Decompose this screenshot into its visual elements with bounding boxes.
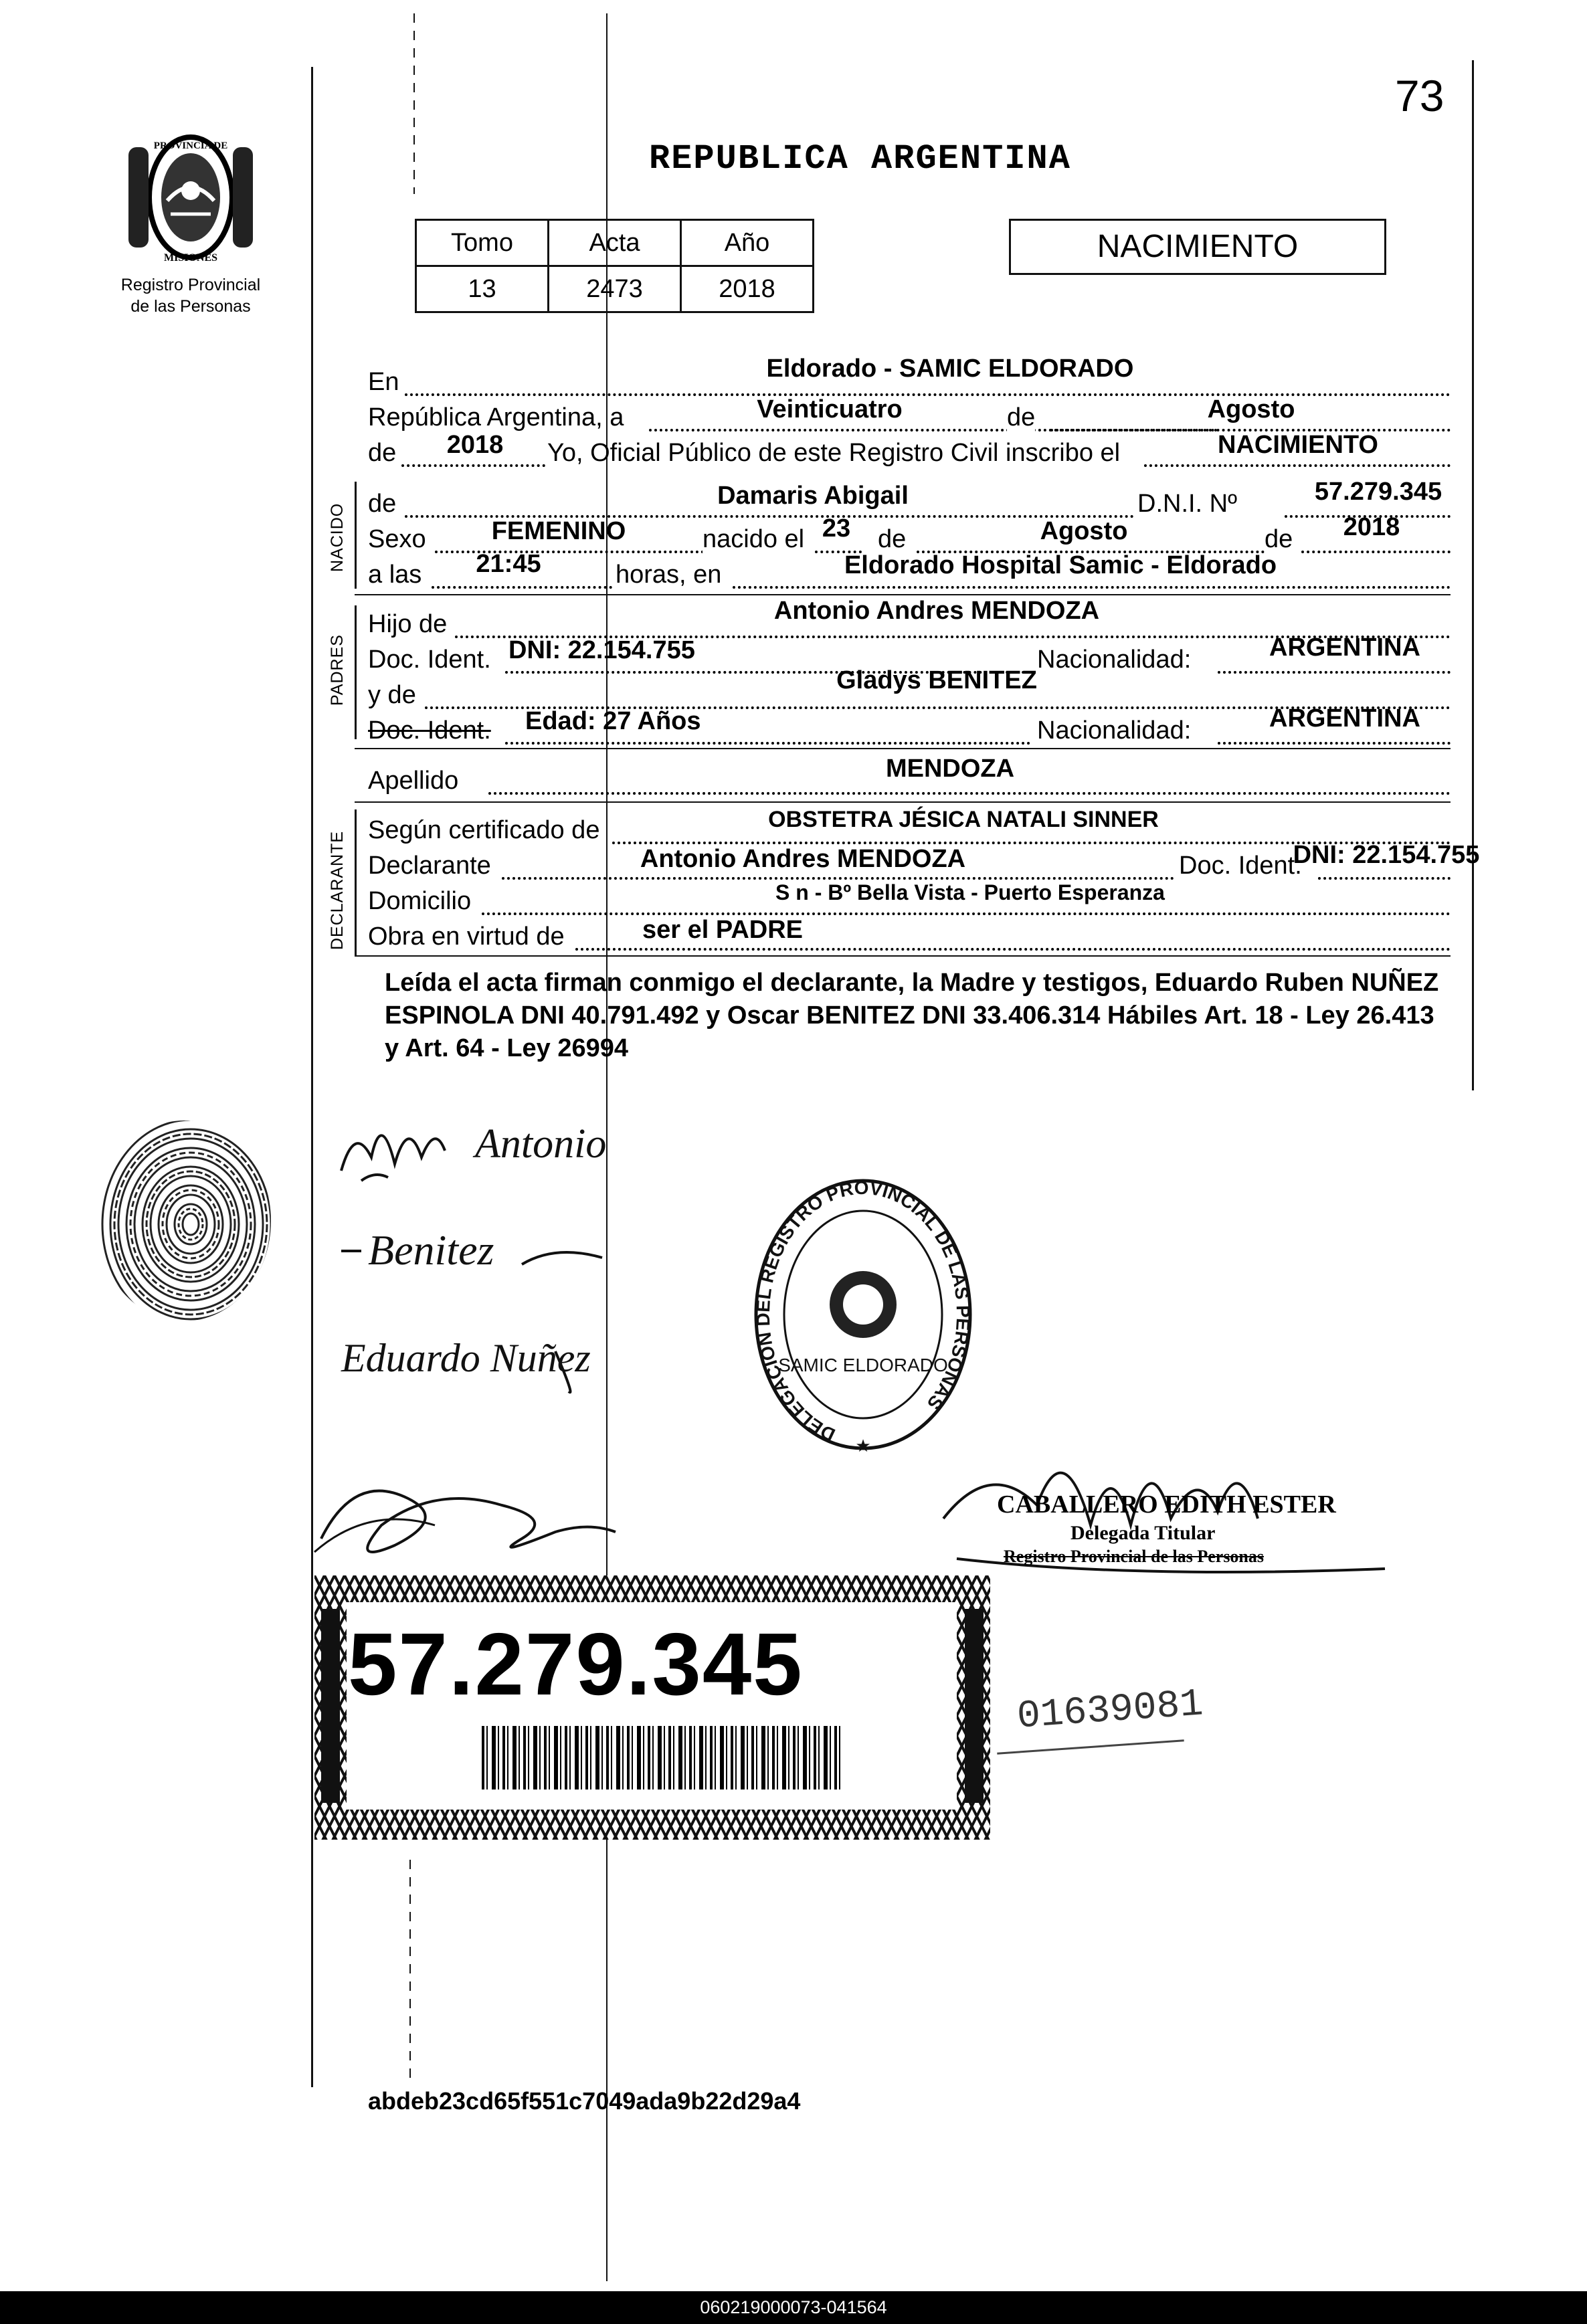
dots-anio [401, 464, 545, 467]
registry-value-row [416, 266, 814, 312]
value-madre-doc: Edad: 27 Años [525, 707, 701, 735]
value-birth-year: 2018 [1343, 513, 1400, 541]
value-apellido: MENDOZA [885, 755, 1015, 783]
row-hora [368, 550, 1451, 591]
dashed-bottom-line [409, 1860, 411, 2080]
label-doc-ident-struck: Doc. Ident. [368, 716, 491, 745]
value-padre-doc: DNI: 22.154.755 [508, 636, 695, 664]
registry-value-anio: 2018 [681, 266, 814, 312]
dots-hora [432, 586, 612, 589]
sticker-number: 57.279.345 [348, 1615, 804, 1713]
registry-header-anio: Año [681, 220, 814, 266]
row-fecha [368, 397, 1451, 434]
row-declarante [368, 841, 1480, 882]
dots-domicilio [482, 912, 1451, 915]
value-birth-day: 23 [822, 514, 851, 543]
row-madre-doc [368, 704, 1451, 747]
label-declarante: Declarante [368, 852, 491, 880]
dots-padre-nac [1218, 671, 1451, 674]
dots-apellido [488, 792, 1451, 795]
value-hora: 21:45 [476, 550, 541, 578]
official-role: Delegada Titular [1070, 1522, 1216, 1544]
row-apellido [368, 755, 1451, 797]
official-office: Registro Provincial de las Personas [1004, 1547, 1265, 1566]
label-sexo: Sexo [368, 525, 426, 553]
registry-table [415, 219, 814, 313]
fingerprint-icon [84, 1110, 284, 1331]
signature-scribble [301, 1458, 622, 1572]
value-madre-nac: ARGENTINA [1269, 704, 1420, 733]
serial-underline [997, 1739, 1184, 1755]
svg-text:PROVINCIA DE: PROVINCIA DE [153, 140, 228, 151]
label-certificado: Según certificado de [368, 816, 600, 844]
row-nombre [368, 478, 1451, 520]
dots-declarante-doc [1318, 877, 1451, 880]
side-label-nacido: NACIDO [328, 502, 347, 572]
value-domicilio: S n - Bº Bella Vista - Puerto Esperanza [775, 880, 1165, 904]
value-nombre: Damaris Abigail [717, 482, 909, 510]
dots-madre-doc [505, 742, 1030, 745]
value-madre: Gladys BENITEZ [836, 666, 1037, 694]
label-nacionalidad: Nacionalidad: [1037, 646, 1192, 674]
value-declarante-doc: DNI: 22.154.755 [1293, 841, 1480, 869]
signature-scribble-drawing [301, 1458, 622, 1572]
value-dia: Veinticuatro [757, 395, 903, 423]
signature-testigo-2 [335, 1311, 629, 1405]
label-oficial: Yo, Oficial Público de este Registro Civil inscribo el [547, 439, 1121, 467]
sidebar-nacido [355, 482, 357, 589]
stamp-inner-text: SAMIC ELDORADO [778, 1355, 948, 1375]
divider-declarante [355, 955, 1451, 957]
logo-caption-line1: Registro Provincial [120, 276, 261, 294]
dots-birth-year [1301, 551, 1451, 553]
right-margin-line [1472, 60, 1474, 1090]
label-obra: Obra en virtud de [368, 923, 565, 951]
registry-header-acta: Acta [549, 220, 681, 266]
stamp-star-icon: ★ [855, 1436, 871, 1456]
left-margin-line [311, 67, 313, 2087]
registry-value-tomo: 13 [416, 266, 549, 312]
side-label-padres: PADRES [328, 634, 347, 706]
official-name: CABALLERO EDITH ESTER [997, 1490, 1336, 1519]
value-inscribe: NACIMIENTO [1218, 431, 1378, 459]
label-de: de [1007, 403, 1036, 431]
province-seal-icon [120, 127, 261, 271]
page-number: 73 [1395, 71, 1444, 120]
dots-obra [575, 948, 1451, 951]
signature-testigo-1 [335, 1211, 616, 1284]
label-de2: de [368, 439, 397, 467]
value-en: Eldorado - SAMIC ELDORADO [766, 355, 1134, 383]
document-hash: abdeb23cd65f551c7049ada9b22d29a4 [368, 2087, 801, 2115]
label-republica: República Argentina, a [368, 403, 624, 431]
row-obra [368, 916, 1451, 953]
signature-testigo-2-drawing [335, 1311, 629, 1405]
row-anio [368, 432, 1451, 470]
side-label-declarante: DECLARANTE [328, 830, 347, 950]
logo-caption-line2: de las Personas [130, 297, 251, 316]
value-padre: Antonio Andres MENDOZA [773, 597, 1100, 625]
value-certificado: OBSTETRA JÉSICA NATALI SINNER [768, 807, 1159, 832]
label-apellido: Apellido [368, 767, 459, 795]
sticker-barcode [482, 1726, 843, 1789]
divider-apellido [355, 801, 1451, 803]
stamp-ring-text: DELEGACION DEL REGISTRO PROVINCIAL DE LAS PERSONAS [752, 1177, 974, 1446]
label-doc-ident2: Doc. Ident. [1179, 852, 1302, 880]
sidebar-declarante [355, 809, 357, 957]
label-de4: de [1265, 525, 1293, 553]
row-en [368, 355, 1451, 399]
logo-caption [100, 274, 281, 317]
serial-number: 01639081 [1016, 1682, 1205, 1739]
signature-declarante-drawing [335, 1097, 682, 1191]
value-obra: ser el PADRE [642, 916, 804, 944]
label-de3: de [878, 525, 907, 553]
official-stamp [749, 1171, 977, 1465]
value-mes: Agosto [1207, 395, 1295, 423]
signature-testigo-1-drawing [335, 1211, 616, 1284]
dots-declarante [502, 877, 1174, 880]
signature-testigo-1-text: Benitez [368, 1226, 494, 1274]
dots-madre-nac [1218, 742, 1451, 745]
label-en: En [368, 368, 399, 396]
value-sexo: FEMENINO [491, 517, 626, 545]
value-birth-month: Agosto [1040, 517, 1128, 545]
row-domicilio [368, 880, 1451, 918]
dots-inscribe [1144, 464, 1451, 467]
fingerprint [84, 1110, 284, 1331]
label-doc-ident: Doc. Ident. [368, 646, 491, 674]
province-logo [120, 127, 261, 271]
closing-paragraph: Leída el acta firman conmigo el declarante, la Madre y testigos, Eduardo Ruben NUÑEZ ESPINOLA DNI 40.791.492 y Oscar BENITEZ DNI 33.406.314 Hábiles Art. 18 - Ley 26.413 y Art. 64 - Ley 26994 [385, 969, 1439, 1062]
label-nacido-el: nacido el [703, 525, 805, 553]
value-declarante: Antonio Andres MENDOZA [640, 845, 966, 873]
value-lugar: Eldorado Hospital Samic - Eldorado [844, 551, 1277, 579]
label-horas-en: horas, en [616, 561, 722, 589]
label-domicilio: Domicilio [368, 887, 472, 915]
footer-code: 060219000073-041564 [0, 2291, 1587, 2324]
svg-text:MISIONES: MISIONES [163, 252, 218, 264]
label-nacionalidad2: Nacionalidad: [1037, 716, 1192, 745]
value-padre-nac: ARGENTINA [1269, 634, 1420, 662]
label-dni: D.N.I. Nº [1137, 490, 1237, 518]
registry-header-tomo: Tomo [416, 220, 549, 266]
label-hijo-de: Hijo de [368, 610, 448, 638]
sidebar-padres [355, 605, 357, 739]
label-nacido-de: de [368, 490, 397, 518]
divider-padres [355, 748, 1451, 749]
dashed-top-line [413, 13, 415, 194]
document-type-box: NACIMIENTO [1009, 219, 1386, 275]
dots-lugar [733, 586, 1451, 589]
official-stamp-drawing [749, 1171, 977, 1465]
value-dni: 57.279.345 [1314, 478, 1442, 506]
value-anio: 2018 [446, 431, 504, 459]
registry-value-acta: 2473 [549, 266, 681, 312]
label-y-de: y de [368, 681, 416, 709]
signature-declarante-text: Antonio [475, 1121, 607, 1167]
label-a-las: a las [368, 561, 422, 589]
signature-declarante [335, 1097, 682, 1191]
document-title: REPUBLICA ARGENTINA [649, 139, 1071, 179]
registry-header-row [416, 220, 814, 266]
signature-testigo-2-text: Eduardo Nuñez [341, 1336, 591, 1380]
divider-nacido [355, 594, 1451, 595]
